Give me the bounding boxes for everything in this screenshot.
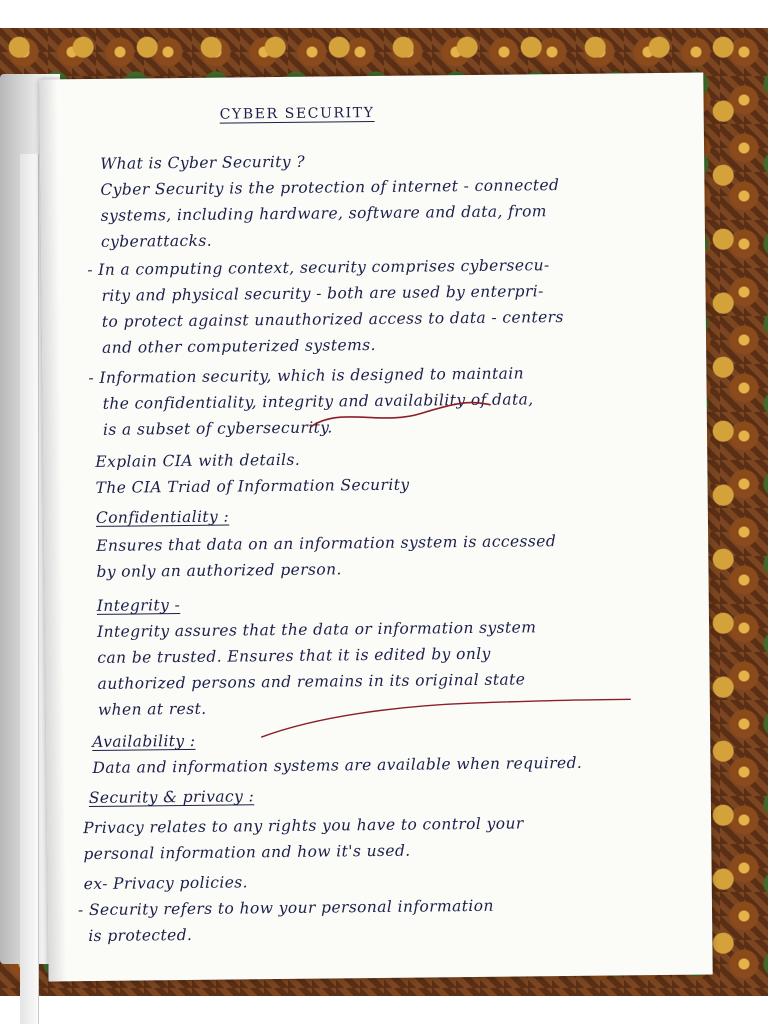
- text-line: to protect against unauthorized access to data - centers: [101, 308, 564, 331]
- text-line: Cyber Security is the protection of internet - connected: [100, 176, 560, 199]
- bottom-border: [0, 996, 768, 1024]
- text-line: when at rest.: [97, 699, 207, 719]
- text-line: is a subset of cybersecurity.: [102, 418, 333, 439]
- text-line: rity and physical security - both are used by enterpri-: [101, 282, 544, 305]
- text-line: ex- Privacy policies.: [83, 873, 249, 894]
- section-heading: Availability :: [92, 731, 196, 751]
- text-line: is protected.: [88, 925, 193, 946]
- text-line: The CIA Triad of Information Security: [95, 475, 410, 497]
- section-heading: Integrity -: [96, 596, 181, 615]
- text-line: can be trusted. Ensures that it is edited by only: [97, 644, 491, 667]
- text-line: by only an authorized person.: [96, 560, 342, 581]
- text-line: Privacy relates to any rights you have to control your: [83, 814, 524, 838]
- top-border: [0, 0, 768, 28]
- text-line: Explain CIA with details.: [95, 450, 301, 471]
- red-pen-underline-mark: [256, 693, 637, 747]
- text-line: systems, including hardware, software and data, from: [100, 202, 547, 225]
- text-line: Data and information systems are available when required.: [92, 753, 583, 777]
- page-title: CYBER SECURITY: [219, 104, 375, 123]
- text-line: Integrity assures that the data or information system: [96, 618, 537, 641]
- text-line: and other computerized systems.: [102, 335, 376, 357]
- text-line: cyberattacks.: [100, 231, 213, 251]
- text-line: authorized persons and remains in its original state: [97, 670, 526, 693]
- section-heading: Security & privacy :: [88, 787, 255, 808]
- text-line: - Security refers to how your personal information: [77, 896, 494, 920]
- text-line: What is Cyber Security ?: [100, 152, 306, 173]
- text-line: - Information security, which is designed to maintain: [88, 364, 525, 388]
- text-line: - In a computing context, security comprises cybersecu-: [87, 256, 550, 280]
- text-line: Ensures that data on an information system is accessed: [96, 532, 557, 555]
- section-heading: Confidentiality :: [95, 507, 230, 527]
- text-line: the confidentiality, integrity and availability of data,: [102, 390, 534, 413]
- notebook-page-edge: [20, 154, 39, 1024]
- text-line: personal information and how it's used.: [83, 841, 411, 864]
- notebook-page: [39, 73, 712, 982]
